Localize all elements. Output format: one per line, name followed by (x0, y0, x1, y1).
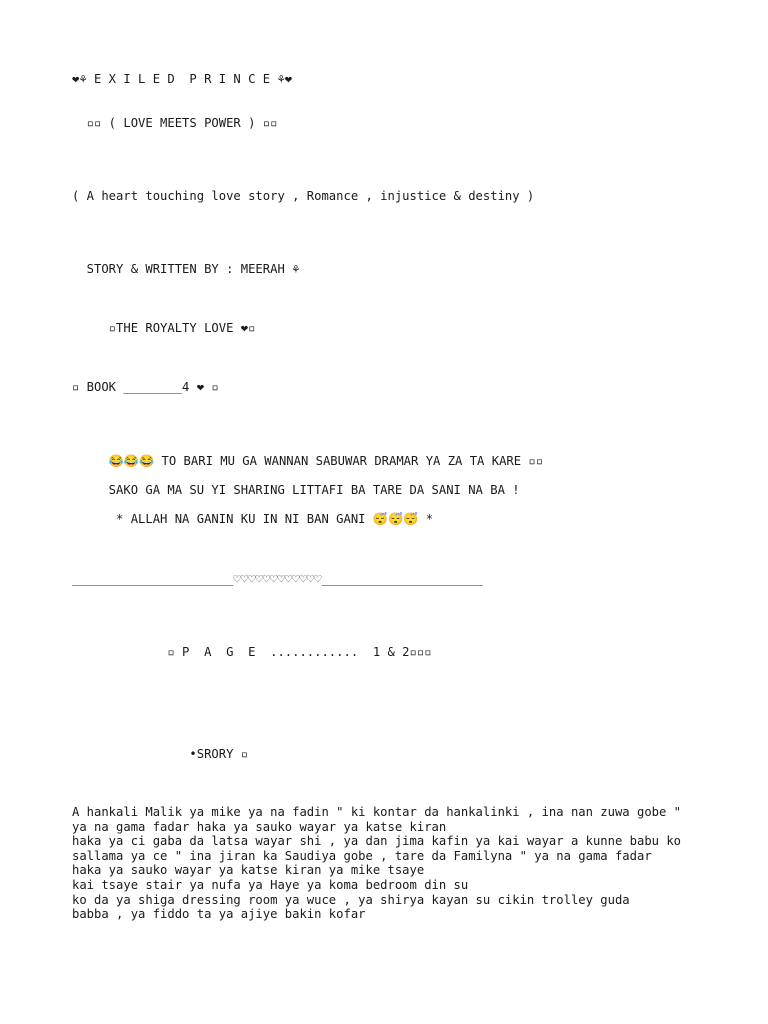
story-line: haka ya sauko wayar ya katse kiran ya mike tsaye (72, 863, 425, 878)
notice-line-2: SAKO GA MA SU YI SHARING LITTAFI BA TARE DA SANI NA BA ! (72, 483, 520, 497)
notice-line-3: * ALLAH NA GANIN KU IN NI BAN GANI 😴😴😴 * (72, 512, 434, 526)
story-line: ko da ya shiga dressing room ya wuce , ya shirya kayan su cikin trolley guda (72, 892, 630, 907)
section-heading: •SRORY ▫ (72, 747, 249, 761)
page-label: ▫ P A G E ............ 1 & 2▫▫▫ (72, 645, 432, 659)
heart-divider: ______________________♡♡♡♡♡♡♡♡♡♡♡♡______________________ (72, 572, 483, 586)
story-line: kai tsaye stair ya nufa ya Haye ya koma bedroom din su (72, 877, 469, 892)
series-name: ▫THE ROYALTY LOVE ❤▫ (72, 321, 256, 335)
story-line: babba , ya fiddo ta ya ajiye bakin kofar (72, 907, 366, 922)
book-title: ❤⚘ E X I L E D P R I N C E ⚘❤ (72, 72, 293, 86)
story-line: sallama ya ce " ina jiran ka Saudiya gobe , tare da Familyna " ya na gama fadar (72, 848, 652, 863)
story-line: ya na gama fadar haka ya sauko wayar ya katse kiran (72, 819, 447, 834)
story-line: A hankali Malik ya mike ya na fadin " ki kontar da hankalinki , ina nan zuwa gobe " (72, 805, 682, 819)
story-line: haka ya ci gaba da latsa wayar shi , ya dan jima kafin ya kai wayar a kunne babu ko (72, 834, 682, 849)
tagline: ▫▫ ( LOVE MEETS POWER ) ▫▫ (72, 116, 278, 130)
author-credit: STORY & WRITTEN BY : MEERAH ⚘ (72, 262, 300, 276)
notice-line-1: 😂😂😂 TO BARI MU GA WANNAN SABUWAR DRAMAR YA ZA TA KARE ▫▫ (72, 454, 544, 468)
subtitle: ( A heart touching love story , Romance , injustice & destiny ) (72, 189, 535, 203)
book-number: ▫ BOOK ________4 ❤ ▫ (72, 380, 219, 394)
story-paragraph (72, 805, 732, 922)
